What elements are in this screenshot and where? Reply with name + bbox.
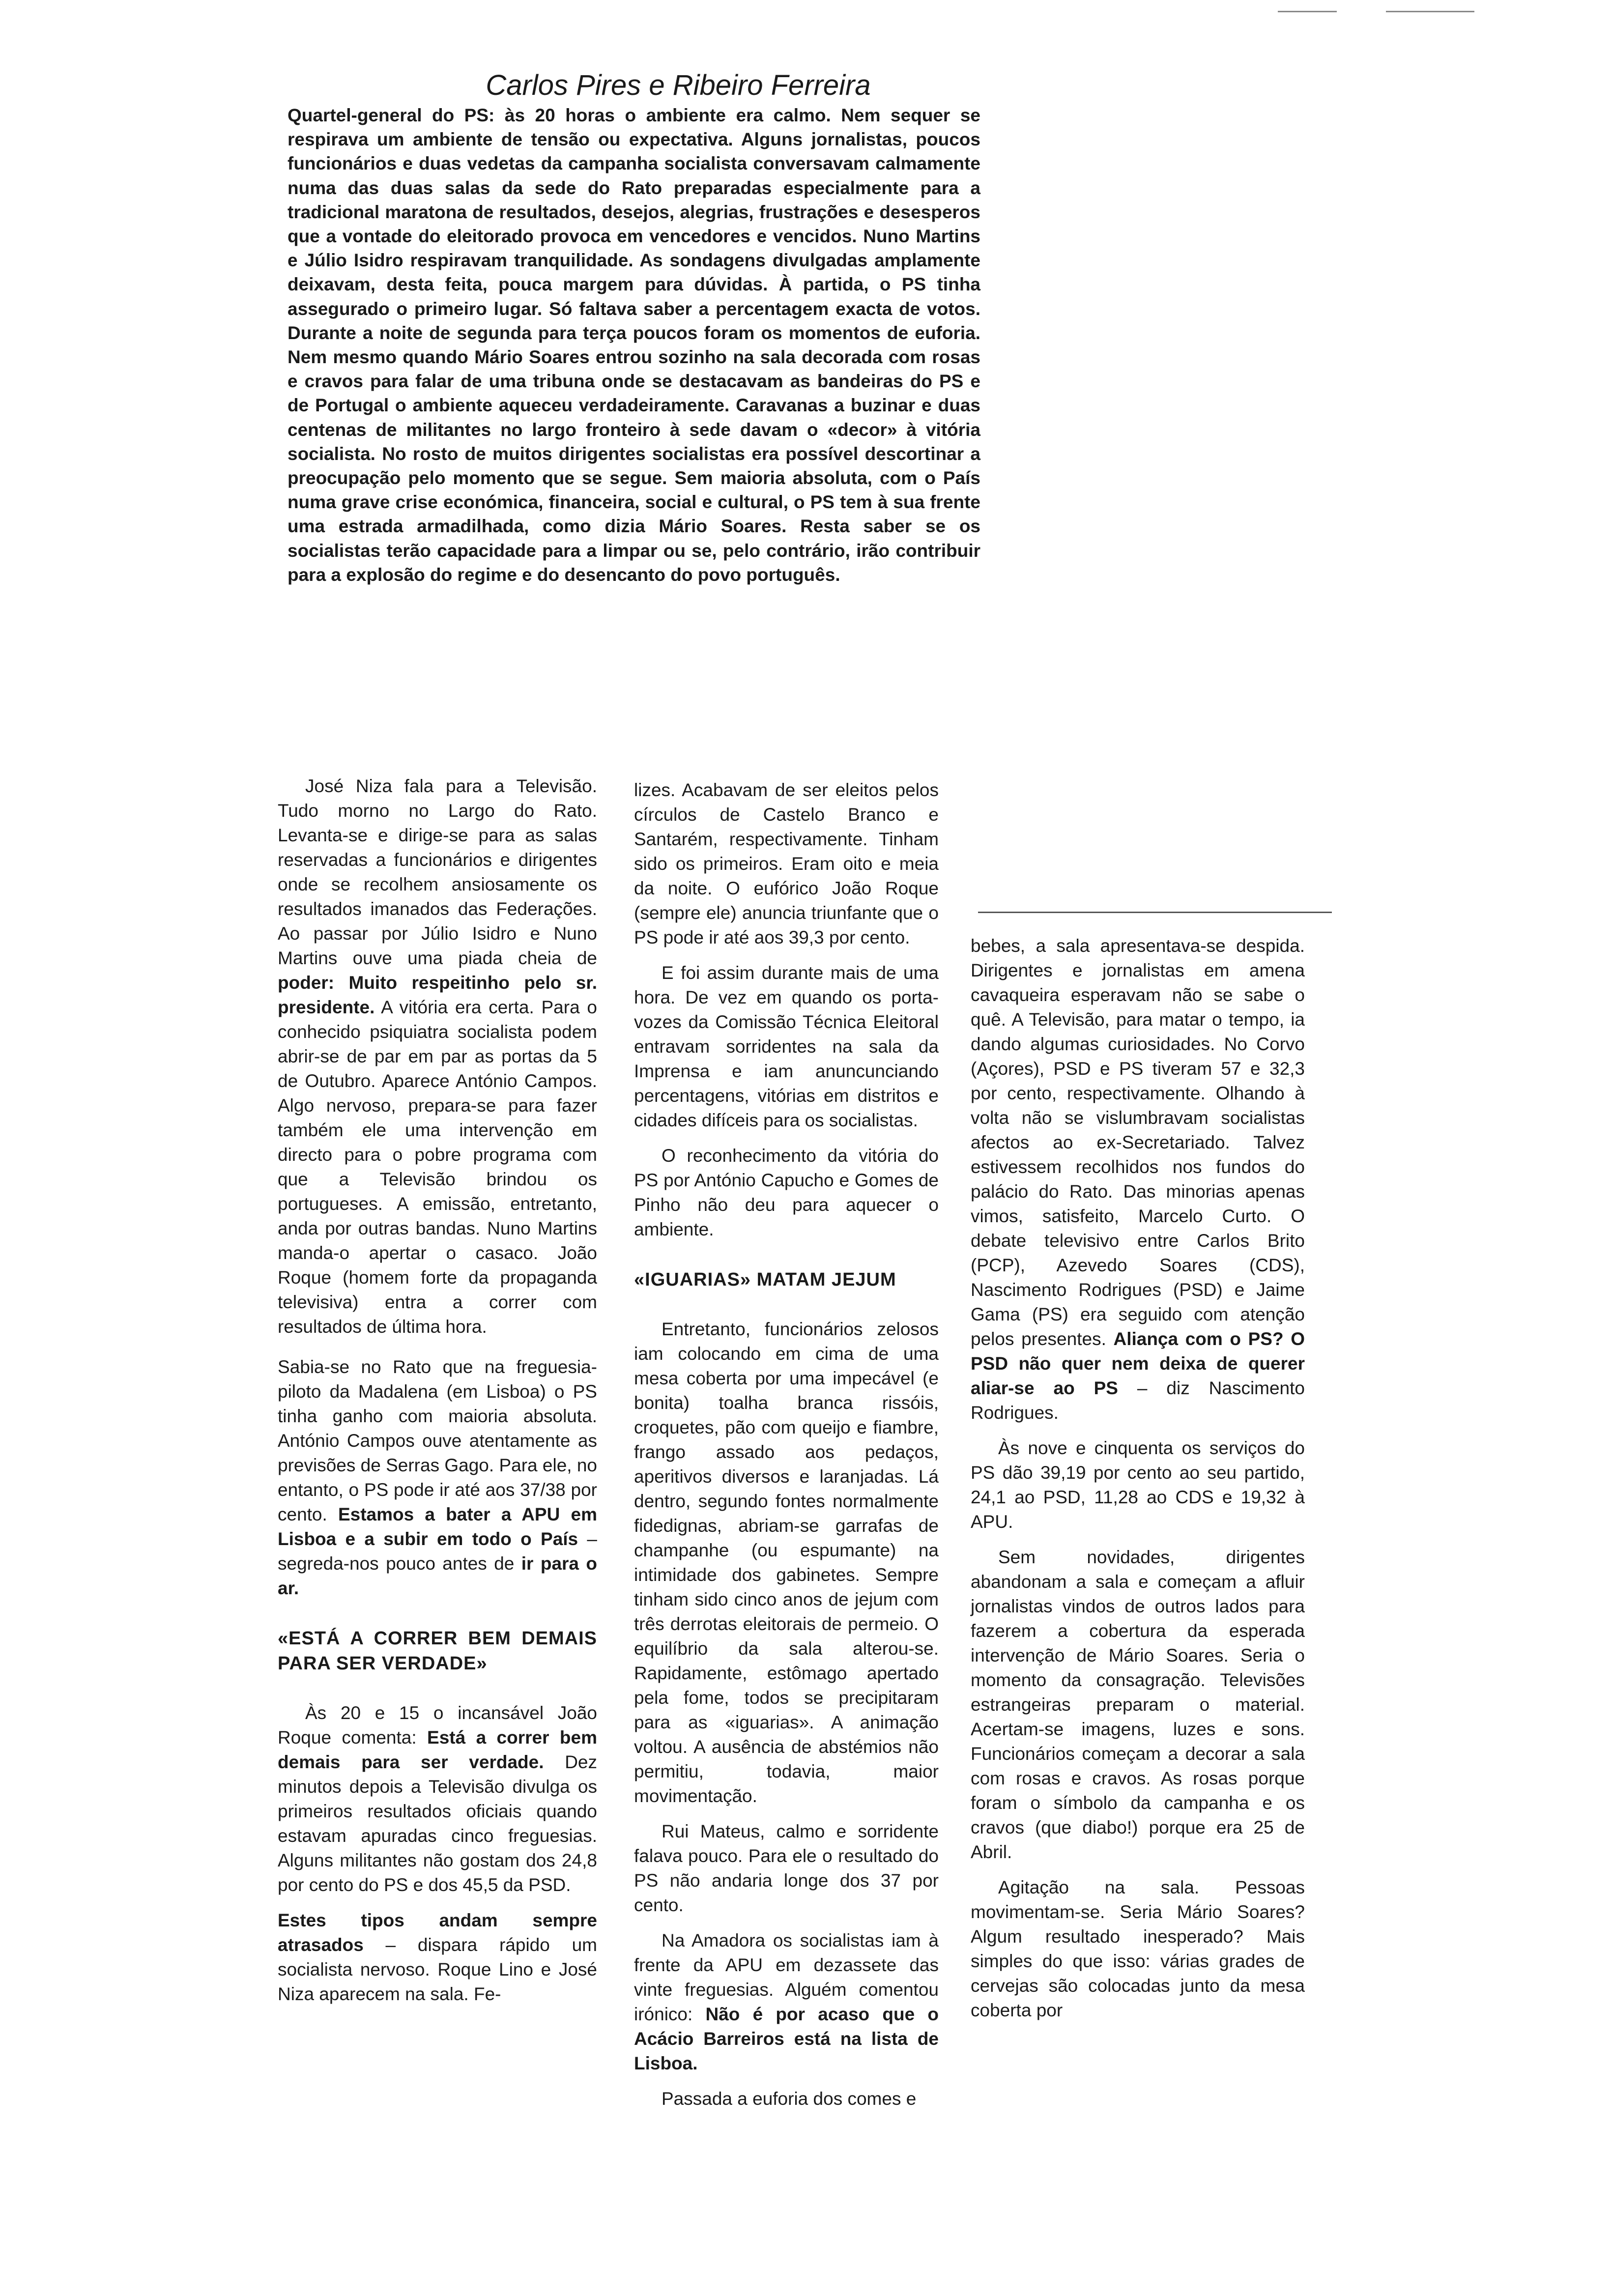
text-span: bebes, a sala apresentava-se despida. Dirigentes e jornalistas em amena cavaqueira esperavam não se sabe o quê. A Televisão, para matar o tempo, ia dando algumas curiosidades. No Corvo (Açores), PSD e PS tiveram 57 e 32,3 por cento, respectivamente. Olhando à volta não se vislumbravam socialistas afectos ao ex-Secretariado. Talvez estivessem recolhidos nos fundos do palácio do Rato. Das minorias apenas vimos, satisfeito, Marcelo Curto. O debate televisivo entre Carlos Brito (PCP), Azevedo Soares (CDS), Nascimento Rodrigues (PSD) e Jaime Gama (PS) era seguido com atenção pelos presentes. xyxy=(971,936,1305,1349)
paragraph: Passada a euforia dos comes e xyxy=(662,2089,917,2109)
text-span: – diz Nascimento Rodrigues. xyxy=(971,1378,1305,1423)
text-span: José Niza fala para a Televisão. Tudo morno no Largo do Rato. Levanta-se e dirige-se para as salas reservadas a funcionários e dirigentes onde se recolhem ansiosamente os resultados imanados das Federações. Ao passar por Júlio Isidro e Nuno Martins ouve uma piada cheia de xyxy=(278,776,597,968)
text-span: Sabia-se no Rato que na freguesia-piloto da Madalena (em Lisboa) o PS tinha ganho com maioria absoluta. António Campos ouve atentamente as previsões de Serras Gago. Para ele, no entanto, o PS pode ir até aos 37/38 por cento. xyxy=(278,1357,597,1524)
paragraph xyxy=(278,774,597,1339)
text-column-3 xyxy=(971,934,1305,2034)
paragraph: Entretanto, funcionários zelosos iam colocando em cima de uma mesa coberta por uma impecável (e bonita) toalha branca rissóis, croquetes, pão com queijo e fiambre, frango assado aos pedaços, aperitivos diversos e laranjadas. Lá dentro, segundo fontes normalmente fidedignas, abriam-se garrafas de champanhe (ou espumante) na intimidade dos gabinetes. Sempre tinham sido cinco anos de jejum com três derrotas eleitorais de permeio. O equilíbrio da sala alterou-se. Rapidamente, estômago apertado pela fome, todos se precipitaram para as «iguarias». A animação voltou. A ausência de abstémios não permitiu, todavia, maior movimentação. xyxy=(634,1319,939,1806)
paragraph: Às nove e cinquenta os serviços do PS dão 39,19 por cento ao seu partido, 24,1 ao PSD, 11,28 ao CDS e 19,32 à APU. xyxy=(971,1438,1305,1532)
paragraph: Sem novidades, dirigentes abandonam a sala e começam a afluir jornalistas vindos de outros lados para fazerem a cobertura da esperada intervenção de Mário Soares. Seria o momento da consagração. Televisões estrangeiras preparam o material. Acertam-se imagens, luzes e sons. Funcionários começam a decorar a sala com rosas e cravos. As rosas porque foram o símbolo da campanha e os cravos (que diabo!) porque era 25 de Abril. xyxy=(971,1547,1305,1862)
section-heading-1: «ESTÁ A CORRER BEM DEMAIS PARA SER VERDADE» xyxy=(278,1628,597,1674)
article-byline: Carlos Pires e Ribeiro Ferreira xyxy=(486,69,871,101)
paragraph xyxy=(971,934,1305,1425)
quote-span: Não é por acaso que o Acácio Barreiros está na lista de Lisboa. xyxy=(634,2004,939,2073)
paragraph: O reconhecimento da vitória do PS por António Capucho e Gomes de Pinho não deu para aquecer o ambiente. xyxy=(634,1146,939,1239)
paragraph xyxy=(278,1701,597,1897)
quote-span: ir para o ar. xyxy=(278,1553,597,1598)
text-span: Às 20 e 15 o incansável João Roque comenta: xyxy=(278,1703,597,1748)
paragraph xyxy=(634,1928,939,2076)
section-heading-2: «IGUARIAS» MATAM JEJUM xyxy=(634,1269,896,1290)
paragraph: E foi assim durante mais de uma hora. De vez em quando os porta-vozes da Comissão Técnica Eleitoral entravam sorridentes na sala da Imprensa e iam anuncunciando percentagens, vitórias em distritos e cidades difíceis para os socialistas. xyxy=(634,963,939,1130)
quote-span: poder: Muito respeitinho pelo sr. presidente. xyxy=(278,973,597,1017)
quote-span: Está a correr bem demais para ser verdade. xyxy=(278,1727,597,1772)
column-rule xyxy=(978,912,1332,913)
paragraph xyxy=(278,1908,597,2007)
text-span: – segreda-nos pouco antes de xyxy=(278,1529,597,1574)
quote-span: Aliança com o PS? O PSD não quer nem deixa de querer aliar-se ao PS xyxy=(971,1329,1305,1398)
paragraph: Agitação na sala. Pessoas movimentam-se. Seria Mário Soares? Algum resultado inesperado? Mais simples do que isso: várias grades de cervejas são colocadas junto da mesa coberta por xyxy=(971,1877,1305,2020)
article-lead: Quartel-general do PS: às 20 horas o ambiente era calmo. Nem sequer se respirava um ambiente de tensão ou expectativa. Alguns jornalistas, poucos funcionários e duas vedetas da campanha socialista conversavam calmamente numa das duas salas da sede do Rato preparadas especialmente para a tradicional maratona de resultados, desejos, alegrias, frustrações e desesperos que a vontade do eleitorado provoca em vencedores e vencidos. Nuno Martins e Júlio Isidro respiravam tranquilidade. As sondagens divulgadas amplamente deixavam, desta feita, pouca margem para dúvidas. À partida, o PS tinha assegurado o primeiro lugar. Só faltava saber a percentagem exacta de votos. Durante a noite de segunda para terça poucos foram os momentos de euforia. Nem mesmo quando Mário Soares entrou sozinho na sala decorada com rosas e cravos para falar de uma tribuna onde se destacavam as bandeiras do PS e de Portugal o ambiente aqueceu verdadeiramente. Caravanas a buzinar e duas centenas de militantes no largo fronteiro à sede davam o «decor» à vitória socialista. No rosto de muitos dirigentes socialistas era possível descortinar a preocupação pelo momento que se segue. Sem maioria absoluta, com o País numa grave crise económica, financeira, social e cultural, o PS tem à sua frente uma estrada armadilhada, como dizia Mário Soares. Resta saber se os socialistas terão capacidade para a limpar ou se, pelo contrário, irão contribuir para a explosão do regime e do desencanto do povo português. xyxy=(288,105,980,585)
text-span: Na Amadora os socialistas iam à frente da APU em dezassete das vinte freguesias. Alguém comentou irónico: xyxy=(634,1930,939,2024)
paragraph: Rui Mateus, calmo e sorridente falava pouco. Para ele o resultado do PS não andaria longe dos 37 por cento. xyxy=(634,1821,939,1915)
text-span: A vitória era certa. Para o conhecido psiquiatra socialista podem abrir-se de par em par as portas da 5 de Outubro. Aparece António Campos. Algo nervoso, prepara-se para fazer também ele uma intervenção em directo para o pobre programa com que a Televisão brindou os portugueses. A emissão, entretanto, anda por outras bandas. Nuno Martins manda-o apertar o casaco. João Roque (homem forte da propaganda televisiva) entra a correr com resultados de última hora. xyxy=(278,997,597,1337)
text-column-2 xyxy=(634,778,939,2122)
text-span: – dispara rápido um socialista nervoso. Roque Lino e José Niza aparecem na sala. Fe- xyxy=(278,1935,597,2004)
quote-span: Estamos a bater a APU em Lisboa e a subir em todo o País xyxy=(278,1504,597,1549)
quote-span: Estes tipos andam sempre atrasados xyxy=(278,1910,597,1955)
paragraph: lizes. Acabavam de ser eleitos pelos círculos de Castelo Branco e Santarém, respectivamente. Tinham sido os primeiros. Eram oito e meia da noite. O eufórico João Roque (sempre ele) anuncia triunfante que o PS pode ir até aos 39,3 por cento. xyxy=(634,780,939,947)
paragraph xyxy=(278,1355,597,1601)
text-span: Dez minutos depois a Televisão divulga os primeiros resultados oficiais quando estavam apuradas cinco freguesias. Alguns militantes não gostam dos 24,8 por cento do PS e dos 45,5 da PSD. xyxy=(278,1752,597,1895)
top-rule-left xyxy=(1278,11,1337,12)
text-column-1 xyxy=(278,774,597,2017)
top-rule-right xyxy=(1386,11,1474,12)
